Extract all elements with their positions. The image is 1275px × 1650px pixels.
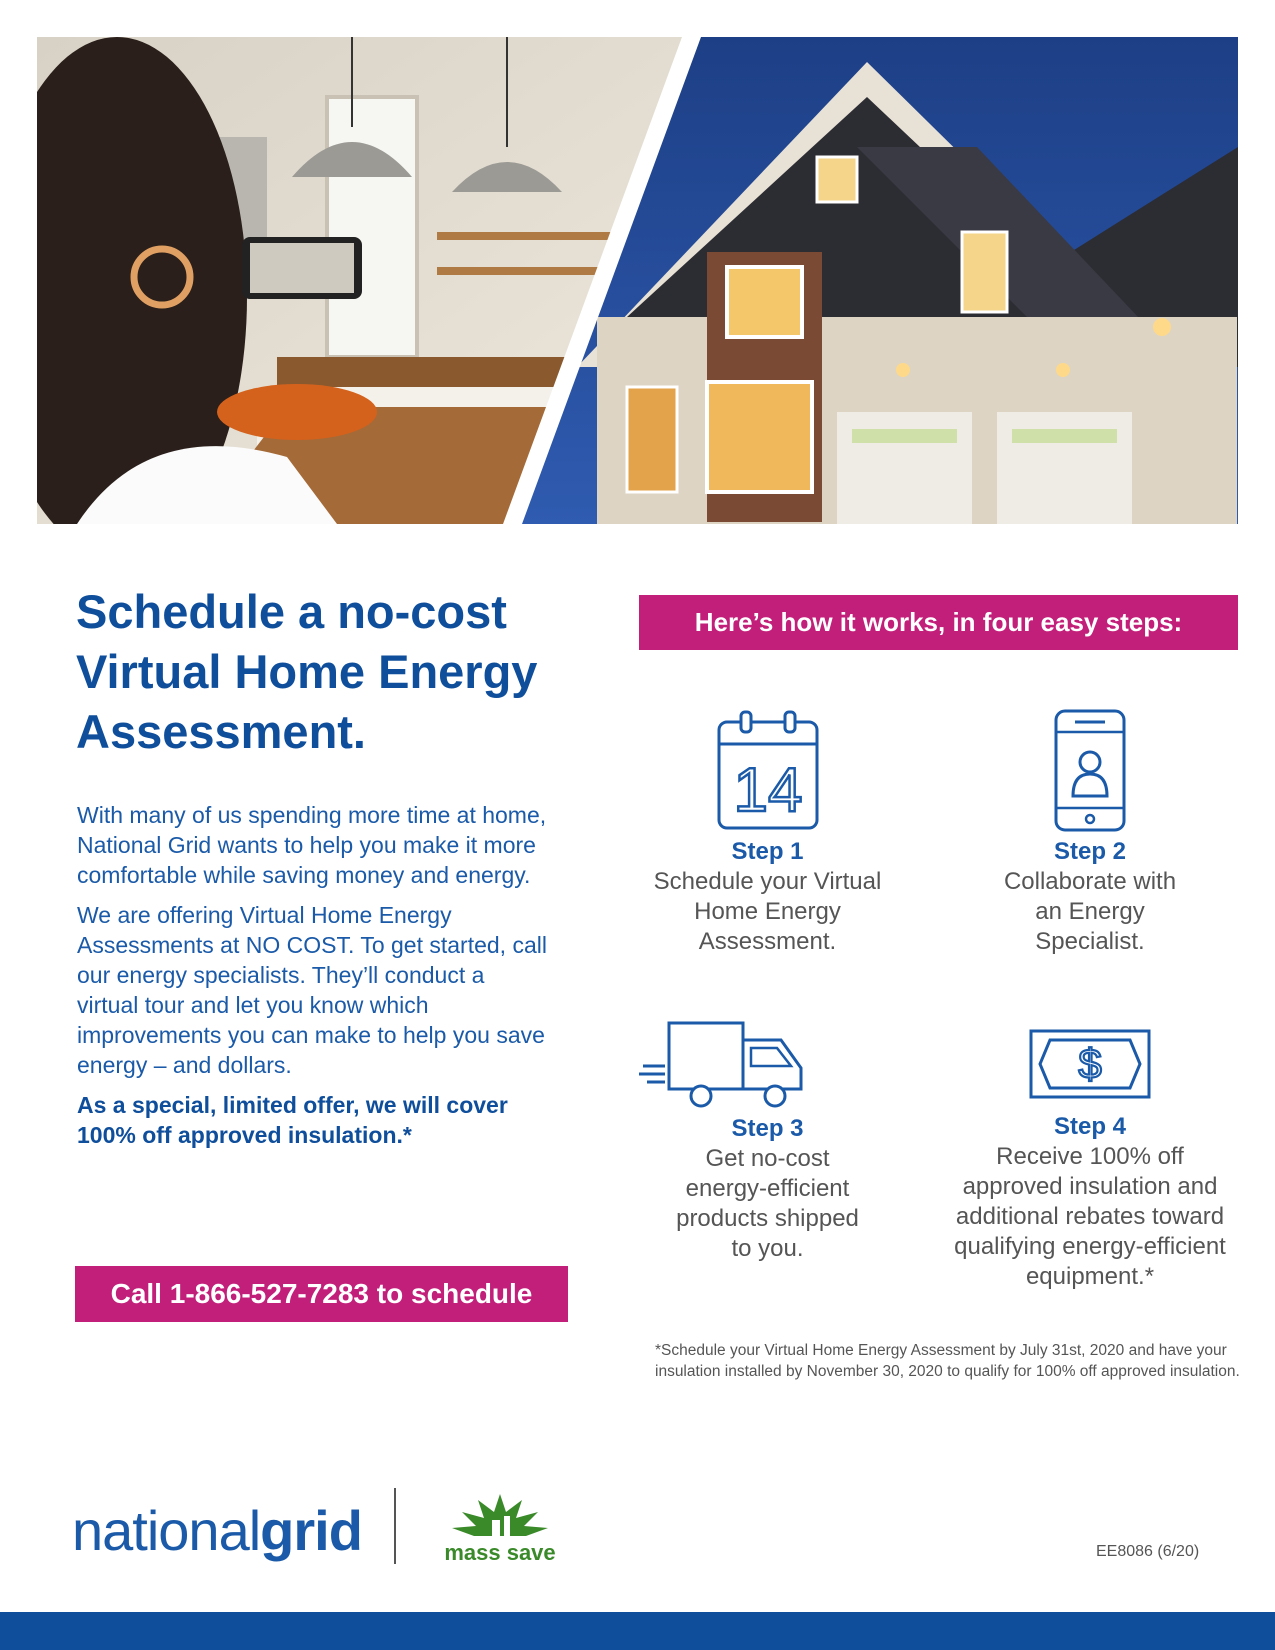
step-4-label: Step 4 <box>1053 1113 1127 1140</box>
special-offer: As a special, limited offer, we will cover 100% off approved insulation.* <box>77 1092 508 1148</box>
step-4 <box>940 1028 1240 1292</box>
mass-save-text: mass save <box>444 1540 556 1565</box>
dollar-bill-icon <box>1028 1028 1152 1100</box>
intro-text <box>77 800 547 1160</box>
step-1-label: Step 1 <box>731 838 804 865</box>
calendar-icon <box>715 708 821 833</box>
page-title: Schedule a no-cost Virtual Home Energy Assessment. <box>76 585 538 758</box>
step-1 <box>645 708 890 957</box>
step-4-description: Receive 100% off approved insulation and additional rebates toward qualifying energy-efficient equipment.* <box>954 1143 1226 1290</box>
step-3-description: Get no-cost energy-efficient products shipped to you. <box>676 1145 859 1262</box>
intro-paragraph-1: With many of us spending more time at home, National Grid wants to help you make it more comfortable while saving money and energy. <box>77 802 547 888</box>
logo-national: national <box>72 1499 261 1562</box>
step-1-description: Schedule your Virtual Home Energy Assessment. <box>653 868 882 955</box>
smartphone-person-icon <box>1053 708 1127 833</box>
footer-bar <box>0 1612 1275 1650</box>
delivery-truck-icon <box>635 1018 815 1112</box>
logo-grid: grid <box>260 1499 362 1562</box>
calendar-day-number: 14 <box>733 756 802 825</box>
step-3 <box>645 1018 890 1264</box>
document-code: EE8086 (6/20) <box>1096 1543 1200 1560</box>
step-2-label: Step 2 <box>1053 838 1127 865</box>
hero-image <box>37 37 1238 524</box>
step-3-label: Step 3 <box>731 1115 804 1142</box>
mass-save-logo <box>430 1490 570 1570</box>
intro-paragraph-2: We are offering Virtual Home Energy Assessments at NO COST. To get started, call our energy specialists. They’ll conduct a virtual tour and let you know which improvements you can make to help you save energy – and dollars. <box>77 902 547 1078</box>
national-grid-logo <box>72 1496 362 1566</box>
steps-banner: Here’s how it works, in four easy steps: <box>639 595 1238 650</box>
dollar-sign: $ <box>1078 1040 1102 1087</box>
step-2-description: Collaborate with an Energy Specialist. <box>1003 868 1177 955</box>
step-2 <box>985 708 1195 957</box>
call-to-schedule-button[interactable]: Call 1-866-527-7283 to schedule <box>75 1266 568 1322</box>
footnote: *Schedule your Virtual Home Energy Assessment by July 31st, 2020 and have your insulation installed by November 30, 2020 to qualify for 100% off approved insulation. <box>655 1342 1240 1380</box>
logo-divider <box>394 1488 396 1564</box>
